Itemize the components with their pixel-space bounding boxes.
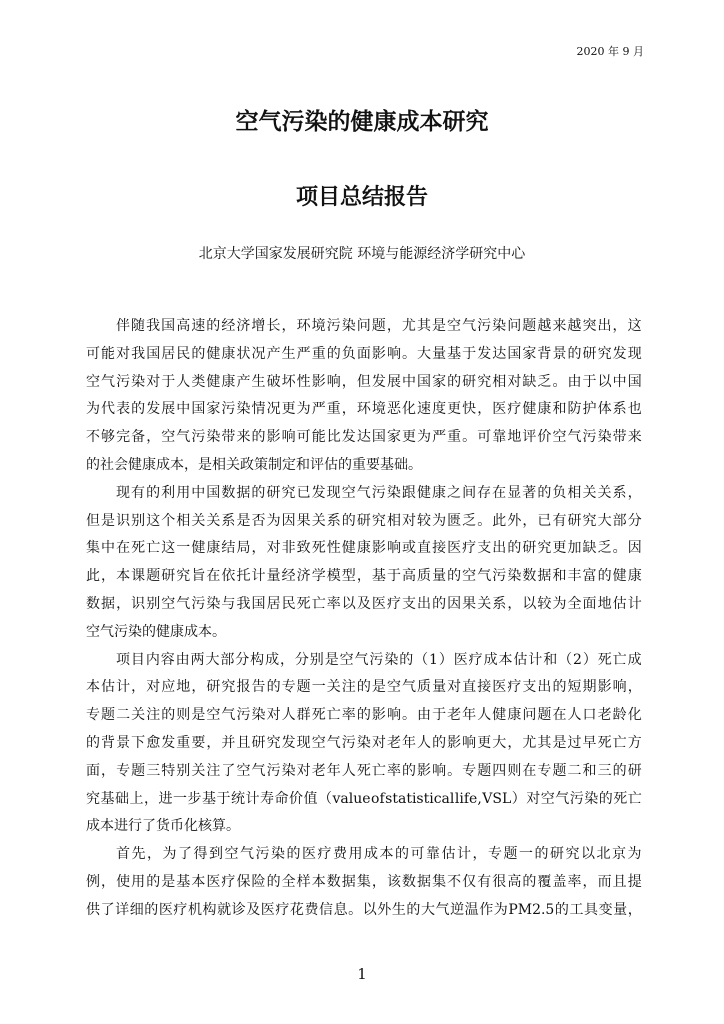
text-line: 专 题 二 关 注 的 则 是 空 气 污 染 对 人 群 死 亡 率 的 影 响 。 由 于 老 年 人 健 康 问 题 在 人 口 老 龄 化 bbox=[86, 707, 642, 724]
text-line: 首 先 ， 为 了 得 到 空 气 污 染 的 医 疗 费 用 成 本 的 可 靠 估 计 ， 专 题 一 的 研 究 以 北 京 为 bbox=[116, 846, 642, 863]
text-line: 究 基 础 上 ， 进 一 步 基 于 统 计 寿 命 价 值 （ value of statistical life, VSL ） 对 空 气 污 染 的 死 亡 bbox=[86, 790, 642, 807]
date-header: 2020 年 9 月 bbox=[576, 45, 644, 58]
paragraph bbox=[86, 841, 642, 924]
text-line: 空 气 污 染 对 于 人 类 健 康 产 生 破 坏 性 影 响 ， 但 发 展 中 国 家 的 研 究 相 对 缺 乏 。 由 于 以 中 国 bbox=[86, 373, 642, 390]
paragraph bbox=[86, 647, 642, 842]
text-line: 伴 随 我 国 高 速 的 经 济 增 长 ， 环 境 污 染 问 题 ， 尤 其 是 空 气 污 染 问 题 越 来 越 突 出 ， 这 bbox=[116, 318, 642, 334]
text-line: 本 估 计 ， 对 应 地 ， 研 究 报 告 的 专 题 一 关 注 的 是 空 气 质 量 对 直 接 医 疗 支 出 的 短 期 影 响 ， bbox=[86, 679, 642, 696]
text-line: 数 据 ， 识 别 空 气 污 染 与 我 国 居 民 死 亡 率 以 及 医 疗 支 出 的 因 果 关 系 ， 以 较 为 全 面 地 估 计 bbox=[86, 595, 642, 612]
text-line: 项 目 内 容 由 两 大 部 分 构 成 ， 分 别 是 空 气 污 染 的 （ 1 ） 医 疗 成 本 估 计 和 （ 2 ） 死 亡 成 bbox=[116, 651, 642, 668]
text-line: 集 中 在 死 亡 这 一 健 康 结 局 ， 对 非 致 死 性 健 康 影 响 或 直 接 医 疗 支 出 的 研 究 更 加 缺 乏 。 因 bbox=[86, 540, 642, 557]
text-line: 但 是 识 别 这 个 相 关 关 系 是 否 为 因 果 关 系 的 研 究 相 对 较 为 匮 乏 。 此 外 ， 已 有 研 究 大 部 分 bbox=[86, 512, 642, 529]
paragraph bbox=[86, 480, 642, 647]
affiliation: 北京大学国家发展研究院 环境与能源经济学研究中心 bbox=[198, 246, 526, 262]
text-line: 空气污染的健康成本。 bbox=[86, 623, 226, 640]
text-line: 的 背 景 下 愈 发 重 要 ， 并 且 研 究 发 现 空 气 污 染 对 老 年 人 的 影 响 更 大 ， 尤 其 是 过 早 死 亡 方 bbox=[86, 734, 642, 751]
body-text bbox=[86, 313, 642, 925]
paragraph bbox=[86, 313, 642, 480]
document-title: 空气污染的健康成本研究 bbox=[235, 109, 489, 135]
text-line: 的社会健康成本，是相关政策制定和评估的重要基础。 bbox=[86, 456, 422, 473]
text-line: 不 够 完 备 ， 空 气 污 染 带 来 的 影 响 可 能 比 发 达 国 家 更 为 严 重 。 可 靠 地 评 价 空 气 污 染 带 来 bbox=[86, 429, 642, 446]
text-line: 例 ， 使 用 的 是 基 本 医 疗 保 险 的 全 样 本 数 据 集 ， 该 数 据 集 不 仅 有 很 高 的 覆 盖 率 ， 而 且 提 bbox=[86, 873, 642, 890]
text-line: 现 有 的 利 用 中 国 数 据 的 研 究 已 发 现 空 气 污 染 跟 健 康 之 间 存 在 显 著 的 负 相 关 关 系 ， bbox=[116, 484, 642, 501]
text-line: 此 ， 本 课 题 研 究 旨 在 依 托 计 量 经 济 学 模 型 ， 基 于 高 质 量 的 空 气 污 染 数 据 和 丰 富 的 健 康 bbox=[86, 568, 642, 585]
page-number: 1 bbox=[357, 965, 367, 983]
text-line: 面 ， 专 题 三 特 别 关 注 了 空 气 污 染 对 老 年 人 死 亡 率 的 影 响 。 专 题 四 则 在 专 题 二 和 三 的 研 bbox=[86, 762, 642, 779]
text-line: 成本进行了货币化核算。 bbox=[86, 818, 240, 835]
text-line: 供 了 详 细 的 医 疗 机 构 就 诊 及 医 疗 花 费 信 息 。 以 外 生 的 大 气 逆 温 作 为 PM2.5 的 工 具 变 量 ， bbox=[86, 901, 642, 918]
text-line: 为 代 表 的 发 展 中 国 家 污 染 情 况 更 为 严 重 ， 环 境 恶 化 速 度 更 快 ， 医 疗 健 康 和 防 护 体 系 也 bbox=[86, 401, 642, 418]
text-line: 可 能 对 我 国 居 民 的 健 康 状 况 产 生 严 重 的 负 面 影 响 。 大 量 基 于 发 达 国 家 背 景 的 研 究 发 现 bbox=[86, 345, 642, 362]
document-subtitle: 项目总结报告 bbox=[295, 185, 428, 210]
